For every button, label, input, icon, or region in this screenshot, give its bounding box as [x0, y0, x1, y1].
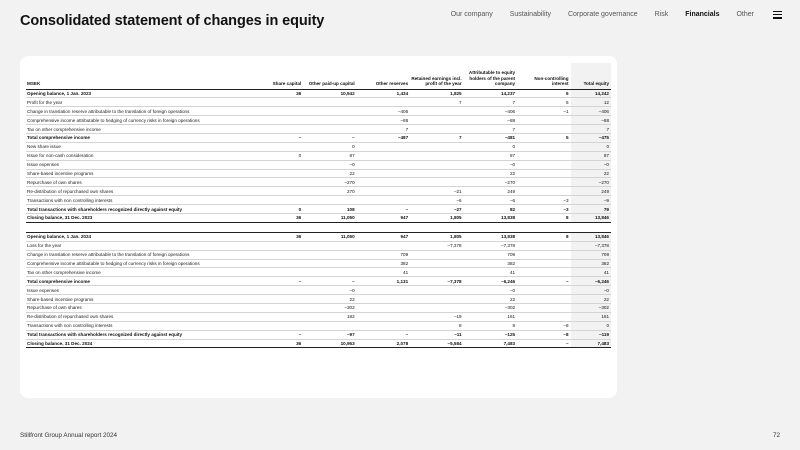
table-cell: 1,805 — [410, 213, 463, 222]
table-cell: 1,131 — [357, 277, 410, 286]
table-cell — [357, 303, 410, 312]
table-cell: 709 — [357, 250, 410, 259]
table-row — [26, 286, 611, 295]
table-cell: – — [517, 277, 570, 286]
table-cell: –481 — [464, 133, 517, 142]
table-cell: 1,434 — [357, 89, 410, 98]
row-label: Re-distribution of repurchased own shares — [26, 312, 250, 321]
table-cell — [250, 241, 303, 250]
table-cell — [250, 160, 303, 169]
table-cell: –302 — [464, 303, 517, 312]
row-label: Total transactions with shareholders recognized directly against equity — [26, 330, 250, 339]
table-cell: 709 — [464, 250, 517, 259]
table-cell: –0 — [571, 286, 611, 295]
table-row — [26, 116, 611, 125]
table-cell — [250, 295, 303, 304]
table-cell: 87 — [571, 151, 611, 160]
table-cell: –5,584 — [410, 339, 463, 348]
table-cell — [410, 178, 463, 187]
table-cell — [357, 295, 410, 304]
table-cell — [517, 187, 570, 196]
table-cell: –8 — [517, 330, 570, 339]
table-cell: –125 — [464, 330, 517, 339]
table-cell: –3 — [517, 205, 570, 214]
table-cell — [410, 286, 463, 295]
table-cell: – — [303, 277, 356, 286]
table-cell — [517, 178, 570, 187]
table-cell — [250, 187, 303, 196]
table-cell: – — [250, 330, 303, 339]
table-cell: –0 — [303, 286, 356, 295]
table-cell — [517, 151, 570, 160]
table-cell — [357, 286, 410, 295]
table-cell: 6 — [517, 98, 570, 107]
table-cell: 11,050 — [303, 213, 356, 222]
table-cell — [410, 151, 463, 160]
row-label: Change in translation reserve attributable to the translation of foreign operations — [26, 107, 250, 116]
table-cell: 7 — [410, 133, 463, 142]
table-cell — [357, 98, 410, 107]
table-cell: 7,483 — [464, 339, 517, 348]
table-cell: –97 — [303, 330, 356, 339]
table-row — [26, 241, 611, 250]
table-cell: 947 — [357, 232, 410, 241]
table-cell: 6 — [517, 89, 570, 98]
header-non-controlling-interest: Non-controlling interest — [517, 63, 570, 89]
table-cell: 382 — [464, 259, 517, 268]
table-cell: –0 — [464, 286, 517, 295]
table-cell: – — [250, 133, 303, 142]
table-row — [26, 151, 611, 160]
table-cell: 22 — [464, 295, 517, 304]
table-cell: – — [250, 277, 303, 286]
table-cell — [410, 160, 463, 169]
table-cell — [303, 196, 356, 205]
table-cell: –6,246 — [464, 277, 517, 286]
hamburger-menu-icon[interactable] — [773, 11, 782, 19]
table-cell — [250, 312, 303, 321]
row-label: Transactions with non controlling interests — [26, 196, 250, 205]
header-other-paid-up-capital: Other paid-up capital — [303, 63, 356, 89]
table-cell — [517, 259, 570, 268]
nav-our-company[interactable]: Our company — [450, 11, 493, 19]
row-label: Total comprehensive income — [26, 277, 250, 286]
table-cell: 270 — [303, 187, 356, 196]
table-cell — [517, 295, 570, 304]
table-row — [26, 160, 611, 169]
table-cell: 22 — [303, 295, 356, 304]
table-cell: –270 — [464, 178, 517, 187]
table-cell — [517, 250, 570, 259]
table-row — [26, 232, 611, 241]
table-cell: –270 — [303, 178, 356, 187]
table-cell: –0 — [303, 160, 356, 169]
row-label: Total transactions with shareholders recognized directly against equity — [26, 205, 250, 214]
table-cell — [303, 125, 356, 134]
table-cell — [250, 303, 303, 312]
table-cell — [250, 142, 303, 151]
table-cell: 7 — [357, 125, 410, 134]
table-cell: 10,953 — [303, 339, 356, 348]
table-cell — [357, 196, 410, 205]
table-row — [26, 133, 611, 142]
table-cell — [250, 321, 303, 330]
row-label: Issue expenses — [26, 286, 250, 295]
table-cell: –406 — [464, 107, 517, 116]
table-cell: –88 — [464, 116, 517, 125]
table-cell: 41 — [464, 268, 517, 277]
nav-financials[interactable]: Financials — [685, 11, 720, 19]
table-cell — [303, 250, 356, 259]
table-cell: 36 — [250, 232, 303, 241]
table-cell: – — [303, 133, 356, 142]
table-cell: –8 — [517, 321, 570, 330]
table-row — [26, 169, 611, 178]
table-cell — [303, 241, 356, 250]
table-cell: –302 — [571, 303, 611, 312]
table-row — [26, 125, 611, 134]
table-cell: 5 — [517, 133, 570, 142]
table-row — [26, 321, 611, 330]
table-row — [26, 268, 611, 277]
row-label: Closing balance, 31 Dec. 2024 — [26, 339, 250, 348]
table-cell — [357, 169, 410, 178]
table-row — [26, 178, 611, 187]
header-other-reserves: Other reserves — [357, 63, 410, 89]
table-cell: 0 — [571, 321, 611, 330]
row-label: Change in translation reserve attributable to the translation of foreign operations — [26, 250, 250, 259]
row-label: Share-based incentive programs — [26, 295, 250, 304]
equity-table — [26, 63, 611, 348]
table-cell — [357, 178, 410, 187]
table-cell: 13,838 — [464, 213, 517, 222]
table-cell — [410, 116, 463, 125]
table-cell: 14,237 — [464, 89, 517, 98]
table-cell — [410, 303, 463, 312]
table-cell: 13,846 — [571, 213, 611, 222]
table-cell: –6,246 — [571, 277, 611, 286]
nav-risk[interactable]: Risk — [654, 11, 669, 19]
table-cell: 249 — [571, 187, 611, 196]
table-cell: –7,378 — [410, 241, 463, 250]
table-cell: 7,483 — [571, 339, 611, 348]
table-cell — [250, 169, 303, 178]
table-cell — [250, 125, 303, 134]
table-cell: 0 — [250, 151, 303, 160]
header-total-equity: Total equity — [571, 63, 611, 89]
table-cell: 709 — [571, 250, 611, 259]
table-cell — [250, 178, 303, 187]
table-cell: –0 — [571, 160, 611, 169]
table-row — [26, 205, 611, 214]
table-cell — [410, 259, 463, 268]
table-cell: 0 — [571, 142, 611, 151]
row-label: Transactions with non controlling interests — [26, 321, 250, 330]
table-cell — [517, 268, 570, 277]
table-cell: 11,050 — [303, 232, 356, 241]
table-cell: 7 — [464, 98, 517, 107]
row-label: New share issue — [26, 142, 250, 151]
table-body — [26, 89, 611, 348]
row-label: Closing balance, 31 Dec. 2023 — [26, 213, 250, 222]
table-row — [26, 330, 611, 339]
table-cell: 79 — [571, 205, 611, 214]
footer-report-title: Stillfront Group Annual report 2024 — [20, 432, 117, 439]
row-label: Opening balance, 1 Jan. 2023 — [26, 89, 250, 98]
table-cell: 8 — [410, 321, 463, 330]
table-cell — [250, 250, 303, 259]
table-cell — [357, 241, 410, 250]
table-cell — [303, 98, 356, 107]
row-label: Tax on other comprehensive income — [26, 125, 250, 134]
nav-sustainability[interactable]: Sustainability — [509, 11, 551, 19]
table-header-row — [26, 63, 611, 89]
table-cell — [410, 268, 463, 277]
table-cell: – — [357, 205, 410, 214]
table-cell — [250, 116, 303, 125]
table-cell — [410, 142, 463, 151]
table-cell — [410, 107, 463, 116]
table-cell: –7,378 — [464, 241, 517, 250]
table-cell: 0 — [303, 142, 356, 151]
table-cell: –119 — [571, 330, 611, 339]
table-cell: –487 — [357, 133, 410, 142]
spacer-cell — [26, 222, 611, 232]
table-cell: –270 — [571, 178, 611, 187]
header-attributable-to-parent: Attributable to equity holders of the parent company — [464, 63, 517, 89]
table-cell: 36 — [250, 89, 303, 98]
table-cell — [303, 259, 356, 268]
nav-corporate-governance[interactable]: Corporate governance — [567, 11, 638, 19]
table-cell: –475 — [571, 133, 611, 142]
table-cell: –6 — [464, 196, 517, 205]
top-navigation — [434, 11, 782, 19]
table-cell: –1 — [517, 107, 570, 116]
table-cell: 22 — [464, 169, 517, 178]
header-retained-earnings: Retained earnings incl. profit of the year — [410, 63, 463, 89]
table-cell: – — [517, 339, 570, 348]
table-cell: –88 — [571, 116, 611, 125]
row-label: Loss for the year — [26, 241, 250, 250]
table-cell: –406 — [357, 107, 410, 116]
table-cell: –88 — [357, 116, 410, 125]
row-label: Profit for the year — [26, 98, 250, 107]
table-row — [26, 303, 611, 312]
table-cell: –0 — [464, 160, 517, 169]
table-cell — [357, 142, 410, 151]
table-cell: 108 — [303, 205, 356, 214]
table-cell: 22 — [303, 169, 356, 178]
table-cell: 12 — [571, 98, 611, 107]
table-cell: 8 — [517, 232, 570, 241]
table-row — [26, 339, 611, 348]
table-cell — [357, 151, 410, 160]
table-row — [26, 250, 611, 259]
table-row — [26, 89, 611, 98]
table-cell: 7 — [410, 98, 463, 107]
table-cell: 41 — [571, 268, 611, 277]
table-row — [26, 259, 611, 268]
header-msek: MSEK — [26, 63, 250, 89]
table-cell — [517, 312, 570, 321]
table-cell — [517, 142, 570, 151]
table-row — [26, 213, 611, 222]
table-cell — [517, 241, 570, 250]
row-label: Total comprehensive income — [26, 133, 250, 142]
table-cell: –3 — [517, 196, 570, 205]
table-cell: –9 — [571, 196, 611, 205]
table-cell: 249 — [464, 187, 517, 196]
table-cell: 36 — [250, 213, 303, 222]
table-cell — [517, 303, 570, 312]
table-cell: –19 — [410, 312, 463, 321]
table-cell: 87 — [303, 151, 356, 160]
table-cell — [517, 160, 570, 169]
table-cell: –302 — [303, 303, 356, 312]
table-cell: 161 — [571, 312, 611, 321]
table-cell: 382 — [357, 259, 410, 268]
table-row — [26, 142, 611, 151]
row-label: Comprehensive income attributable to hedging of currency risks in foreign operations — [26, 259, 250, 268]
table-cell: 161 — [464, 312, 517, 321]
table-cell — [250, 268, 303, 277]
equity-table-card — [20, 56, 617, 398]
table-cell — [303, 268, 356, 277]
table-cell — [303, 116, 356, 125]
table-cell: 10,942 — [303, 89, 356, 98]
table-cell: 947 — [357, 213, 410, 222]
table-cell: –21 — [410, 187, 463, 196]
table-cell — [357, 321, 410, 330]
table-cell: 13,838 — [464, 232, 517, 241]
table-cell: 1,825 — [410, 89, 463, 98]
table-cell: 82 — [464, 205, 517, 214]
table-row — [26, 277, 611, 286]
table-cell — [410, 125, 463, 134]
table-cell: –7,378 — [571, 241, 611, 250]
row-label: Comprehensive income attributable to hedging of currency risks in foreign operations — [26, 116, 250, 125]
page-title: Consolidated statement of changes in equity — [20, 13, 325, 29]
nav-other[interactable]: Other — [736, 11, 754, 19]
table-cell — [517, 116, 570, 125]
table-cell: –6 — [410, 196, 463, 205]
table-cell: 182 — [303, 312, 356, 321]
table-cell — [517, 169, 570, 178]
table-cell: 41 — [357, 268, 410, 277]
row-label: Share-based incentive programs — [26, 169, 250, 178]
row-label: Issue for non-cash consideration — [26, 151, 250, 160]
table-cell: 0 — [464, 142, 517, 151]
row-label: Re-distribution of repurchased own shares — [26, 187, 250, 196]
header-share-capital: Share capital — [250, 63, 303, 89]
table-cell — [357, 187, 410, 196]
table-cell: 8 — [517, 213, 570, 222]
table-cell: –11 — [410, 330, 463, 339]
table-cell — [410, 169, 463, 178]
table-cell: – — [357, 330, 410, 339]
table-cell: 382 — [571, 259, 611, 268]
table-cell: 7 — [464, 125, 517, 134]
table-cell — [410, 295, 463, 304]
table-cell — [303, 321, 356, 330]
table-cell — [250, 259, 303, 268]
footer-page-number: 72 — [772, 432, 780, 439]
table-cell: –27 — [410, 205, 463, 214]
table-cell — [250, 98, 303, 107]
table-cell: 7 — [571, 125, 611, 134]
table-row — [26, 187, 611, 196]
table-cell: 13,846 — [571, 232, 611, 241]
table-cell — [357, 160, 410, 169]
table-cell: 22 — [571, 169, 611, 178]
table-cell — [250, 286, 303, 295]
table-cell: –406 — [571, 107, 611, 116]
table-cell — [250, 107, 303, 116]
table-row — [26, 107, 611, 116]
table-cell: 0 — [250, 205, 303, 214]
table-cell: 14,242 — [571, 89, 611, 98]
table-row — [26, 196, 611, 205]
table-cell: 1,805 — [410, 232, 463, 241]
table-cell: 2,078 — [357, 339, 410, 348]
table-cell: 22 — [571, 295, 611, 304]
row-label: Repurchase of own shares — [26, 303, 250, 312]
table-cell: 8 — [464, 321, 517, 330]
row-label: Opening balance, 1 Jan. 2024 — [26, 232, 250, 241]
table-cell — [517, 125, 570, 134]
table-cell — [410, 250, 463, 259]
row-label: Tax on other comprehensive income — [26, 268, 250, 277]
table-cell — [517, 286, 570, 295]
table-cell — [357, 312, 410, 321]
row-label: Issue expenses — [26, 160, 250, 169]
table-cell: –7,378 — [410, 277, 463, 286]
table-cell: 87 — [464, 151, 517, 160]
table-row — [26, 295, 611, 304]
table-cell — [250, 196, 303, 205]
table-cell: 36 — [250, 339, 303, 348]
table-row — [26, 312, 611, 321]
table-row — [26, 98, 611, 107]
table-spacer-row — [26, 222, 611, 232]
table-cell — [303, 107, 356, 116]
row-label: Repurchase of own shares — [26, 178, 250, 187]
